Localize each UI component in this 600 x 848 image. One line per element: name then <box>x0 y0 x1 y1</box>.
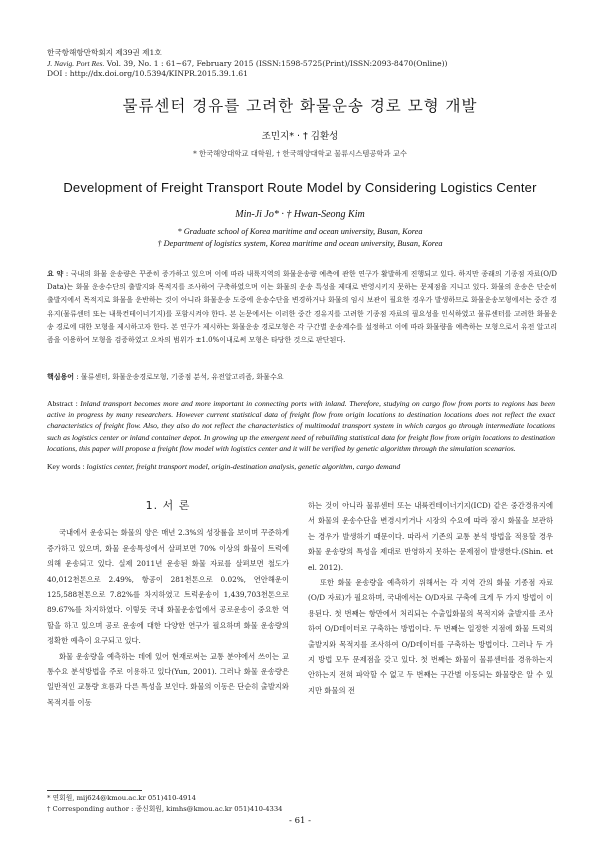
journal-abbrev: J. Navig. Port Res. <box>47 58 105 68</box>
abstract-english-label: Abstract : <box>47 399 78 408</box>
page-number: - 61 - <box>289 816 311 826</box>
affiliation-english-2: † Department of logistics system, Korea maritime and ocean university, Busan, Korea <box>157 238 443 248</box>
keywords-korean <box>47 372 557 382</box>
abstract-korean-label: 요 약 <box>47 270 64 278</box>
affiliation-english-1: * Graduate school of Korea maritime and ocean university, Busan, Korea <box>177 227 423 236</box>
body-paragraph: 화물 운송량을 예측하는 데에 있어 현재로써는 교통 분야에서 쓰이는 교통수요 분석방법을 주로 이용하고 있다(Yun, 2001). 그러나 화물 운송량은 일반적인 교통량 흐름과 다른 특성을 보인다. 화물의 이동은 단순히 출발지와 목적지를 이동 <box>47 651 289 707</box>
body-paragraph: 국내에서 운송되는 화물의 양은 매년 2.3%의 성장률을 보이며 꾸준하게 증가하고 있으며, 화물 운송특성에서 살펴보면 70% 이상의 화물이 트럭에 의해 운송되고 있다. 실제 2011년 운송된 화물 자료를 살펴보면 철도가 40,012천톤으로 2.49%, 항공이 281천톤으로 0.02%, 연안해운이 125,588천톤으로 7.82%를 차지하였고 트럭운송이 1,439,703천톤으로 89.67%를 차지하였다. 이렇듯 국내 화물운송업에서 공로운송이 중요한 역할을 하고 있으며 공로 운송에 대한 다양한 연구가 필요하며 화물 운송량의 정확한 예측이 요구되고 있다. <box>47 528 289 646</box>
keywords-english <box>47 462 557 471</box>
keywords-english-text: logistics center, freight transport model, origin-destination analysis, genetic algorithm, cargo demand <box>84 462 401 471</box>
body-paragraph: 또한 화물 운송량을 예측하기 위해서는 각 지역 간의 화물 기종점 자료(O/D 자료)가 필요하며, 국내에서는 O/D자료 구축에 크게 두 가지 방법이 이용된다. 첫 번째는 항만에서 처리되는 수출입화물의 목적지와 출발지를 조사하여 O/D데이터로 구축하는 방법이다. 두 번째는 일정한 지점에 화물 트럭의 출발지와 목적지를 조사하여 O/D데이터를 구축하는 방법이다. 그러나 두 가지 방법 모두 문제점을 갖고 있다. 첫 번째는 화물이 물류센터를 경유하는지 안하는지 전혀 파악할 수 없고 두 번째는 구간별 이동되는 화물량은 알 수 있지만 화물의 전 <box>308 578 553 695</box>
footnote-author: * 연회원, mij624@kmou.ac.kr 051)410-4914 <box>47 794 197 802</box>
affiliation-english <box>0 226 600 249</box>
abstract-korean <box>47 268 557 347</box>
journal-citation <box>47 59 567 70</box>
keywords-english-label: Key words : <box>47 462 85 471</box>
abstract-english-text: Inland transport becomes more and more important in connecting ports with inland. Therefore, studying on cargo flow from ports to regions has been active in progress by many researchers. However current statistical data of freight flow from origin locations to destination locations does not reflect the exact characteristics of freight flow. Also, they also do not reflect the characteristics of multimodal transport system in which cargos go through intermediate locations such as logistics center or inland container depot. In growing up the emergent need of rebuilding statistical data for freight flow from origin locations to destination locations, this paper will propose a freight flow model with logistics center and it will be verified by genetic algorithm through the simulation scenarios. <box>47 399 555 453</box>
authors-english: Min-Ji Jo* · † Hwan-Seong Kim <box>235 209 365 220</box>
footnote-divider <box>47 790 142 791</box>
title-english: Development of Freight Transport Route Model by Considering Logistics Center <box>63 180 537 195</box>
keywords-korean-label: 핵심용어 <box>47 373 75 381</box>
journal-info <box>47 48 567 80</box>
authors-korean: 조민지* · † 김환성 <box>261 131 339 142</box>
section-heading-introduction: 1. 서 론 <box>145 499 191 512</box>
footnote-corresponding: † Corresponding author : 종신회원, kimhs@kmou.ac.kr 051)410-4334 <box>47 805 283 813</box>
journal-doi: DOI : http://dx.doi.org/10.5394/KINPR.2015.39.1.61 <box>47 69 248 78</box>
journal-volume-issn: Vol. 39, No. 1 : 61~67, February 2015 (ISSN:1598-5725(Print)/ISSN:2093-8470(Online)) <box>104 58 448 68</box>
abstract-english <box>47 398 555 454</box>
affiliation-korean: * 한국해양대학교 대학원, † 한국해양대학교 물류시스템공학과 교수 <box>193 149 407 158</box>
abstract-korean-text: : 국내의 화물 운송량은 꾸준히 증가하고 있으며 이에 따라 내륙지역의 화물운송량 예측에 관한 연구가 활발하게 진행되고 있다. 하지만 종래의 기종점 자료(O/D Data)는 화물 운송수단의 출발지와 목적지를 조사하여 구축하였으며 이는 화물의 운송 특성을 제대로 반영시키지 못하는 문제점을 지니고 있다. 화물의 운송은 단순히 출발지에서 목적지로 화물을 운반하는 것이 아니라 화물운송 도중에 운송수단을 변경하거나 화물의 임시 보관이 필요한 경우가 발생하므로 화물운송모형에서는 중간 경유지(물류센터 또는 내륙컨테이너기지)를 포함시켜야 한다. 본 논문에서는 이러한 중간 경유지를 고려한 기종점 자료의 필요성을 인식하였고 물류센터를 고려한 화물운송 경로에 대한 모형을 제시하고자 한다. 본 연구가 제시하는 화물운송 경로모형은 각 구간별 운송계수를 설정하고 이에 따라 화물량을 예측하는 모형으로서 유전 알고리즘을 이용하여 모형을 검증하였고 오차의 범위가 ±1.0%이내로써 모형은 타당한 것으로 판단된다. <box>47 270 557 345</box>
body-column-right <box>308 498 553 698</box>
footnotes <box>47 793 347 815</box>
title-korean: 물류센터 경유를 고려한 화물운송 경로 모형 개발 <box>122 97 478 115</box>
body-column-left <box>47 498 289 710</box>
journal-name-korean: 한국항해항만학회지 제39권 제1호 <box>47 48 162 57</box>
keywords-korean-text: : 물류센터, 화물운송경로모형, 기종점 분석, 유전알고리즘, 화물수요 <box>74 373 284 381</box>
body-paragraph: 하는 것이 아니라 물류센터 또는 내륙컨테이너기지(ICD) 같은 중간경유지에서 화물의 운송수단을 변경시키거나 시장의 수요에 따라 잠시 화물을 보관하는 경우가 발생하기 때문이다. 따라서 기존의 교통 분석 방법을 적용할 경우 화물 운송량의 특성을 제대로 반영하지 못하는 문제점이 발생한다.(Shin. et el. 2012). <box>308 501 553 572</box>
